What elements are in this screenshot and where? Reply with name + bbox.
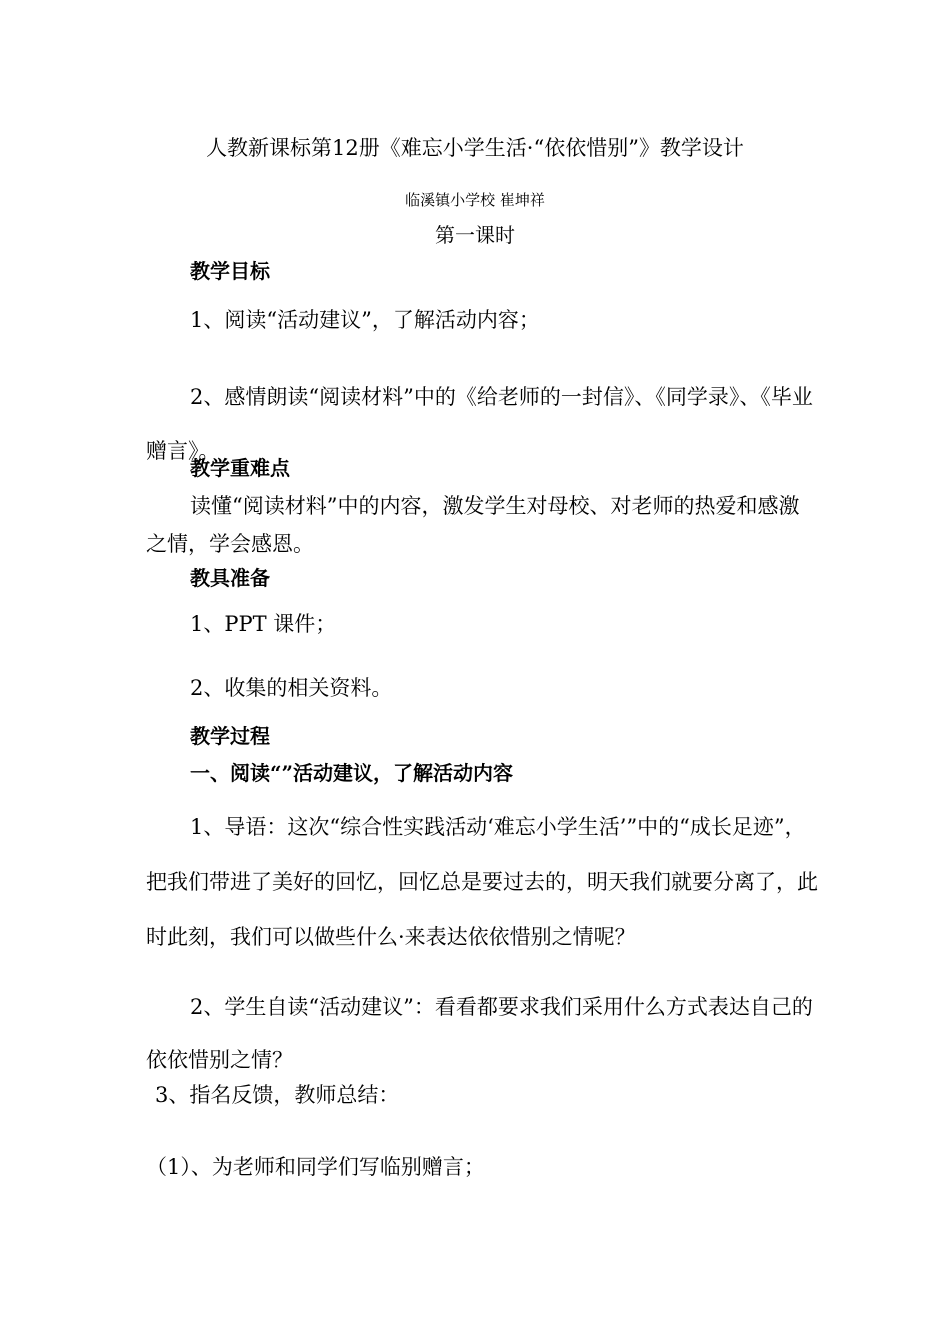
goals-heading: 教学目标 xyxy=(190,259,270,283)
document-title: 人教新课标第12册《难忘小学生活·“依依惜别”》教学设计 xyxy=(206,136,744,160)
process-step-1: 1、导语：这次“综合性实践活动‘难忘小学生活’”中的“成长足迹”，把我们带进了美好的回忆，回忆总是要过去的，明天我们就要分离了，此时此刻，我们可以做些什么·来表达依依惜别之情呢？ xyxy=(146,815,818,949)
goal-item-1: 1、阅读“活动建议”，了解活动内容； xyxy=(190,308,540,332)
key-points-heading: 教学重难点 xyxy=(190,456,290,480)
author-line: 临溪镇小学校 崔坤祥 xyxy=(405,191,545,209)
process-sub-item-1: （1）、为老师和同学们写临别赠言； xyxy=(146,1155,485,1179)
materials-item-2: 2、收集的相关资料。 xyxy=(190,676,393,700)
process-step-2: 2、学生自读“活动建议”：看看都要求我们采用什么方式表达自己的依依惜别之情？ xyxy=(146,995,813,1072)
process-step-3: 3、指名反馈，教师总结： xyxy=(155,1083,400,1107)
process-section-1: 一、阅读“”活动建议，了解活动内容 xyxy=(190,761,514,785)
process-heading: 教学过程 xyxy=(190,724,270,748)
key-points-text: 读懂“阅读材料”中的内容，激发学生对母校、对老师的热爱和感激之情，学会感恩。 xyxy=(146,494,800,556)
lesson-label: 第一课时 xyxy=(435,223,515,247)
goal-item-2: 2、感情朗读“阅读材料”中的《给老师的一封信》、《同学录》、《毕业赠言》。 xyxy=(146,385,813,463)
materials-item-1: 1、PPT 课件； xyxy=(190,612,337,636)
materials-heading: 教具准备 xyxy=(190,566,270,590)
